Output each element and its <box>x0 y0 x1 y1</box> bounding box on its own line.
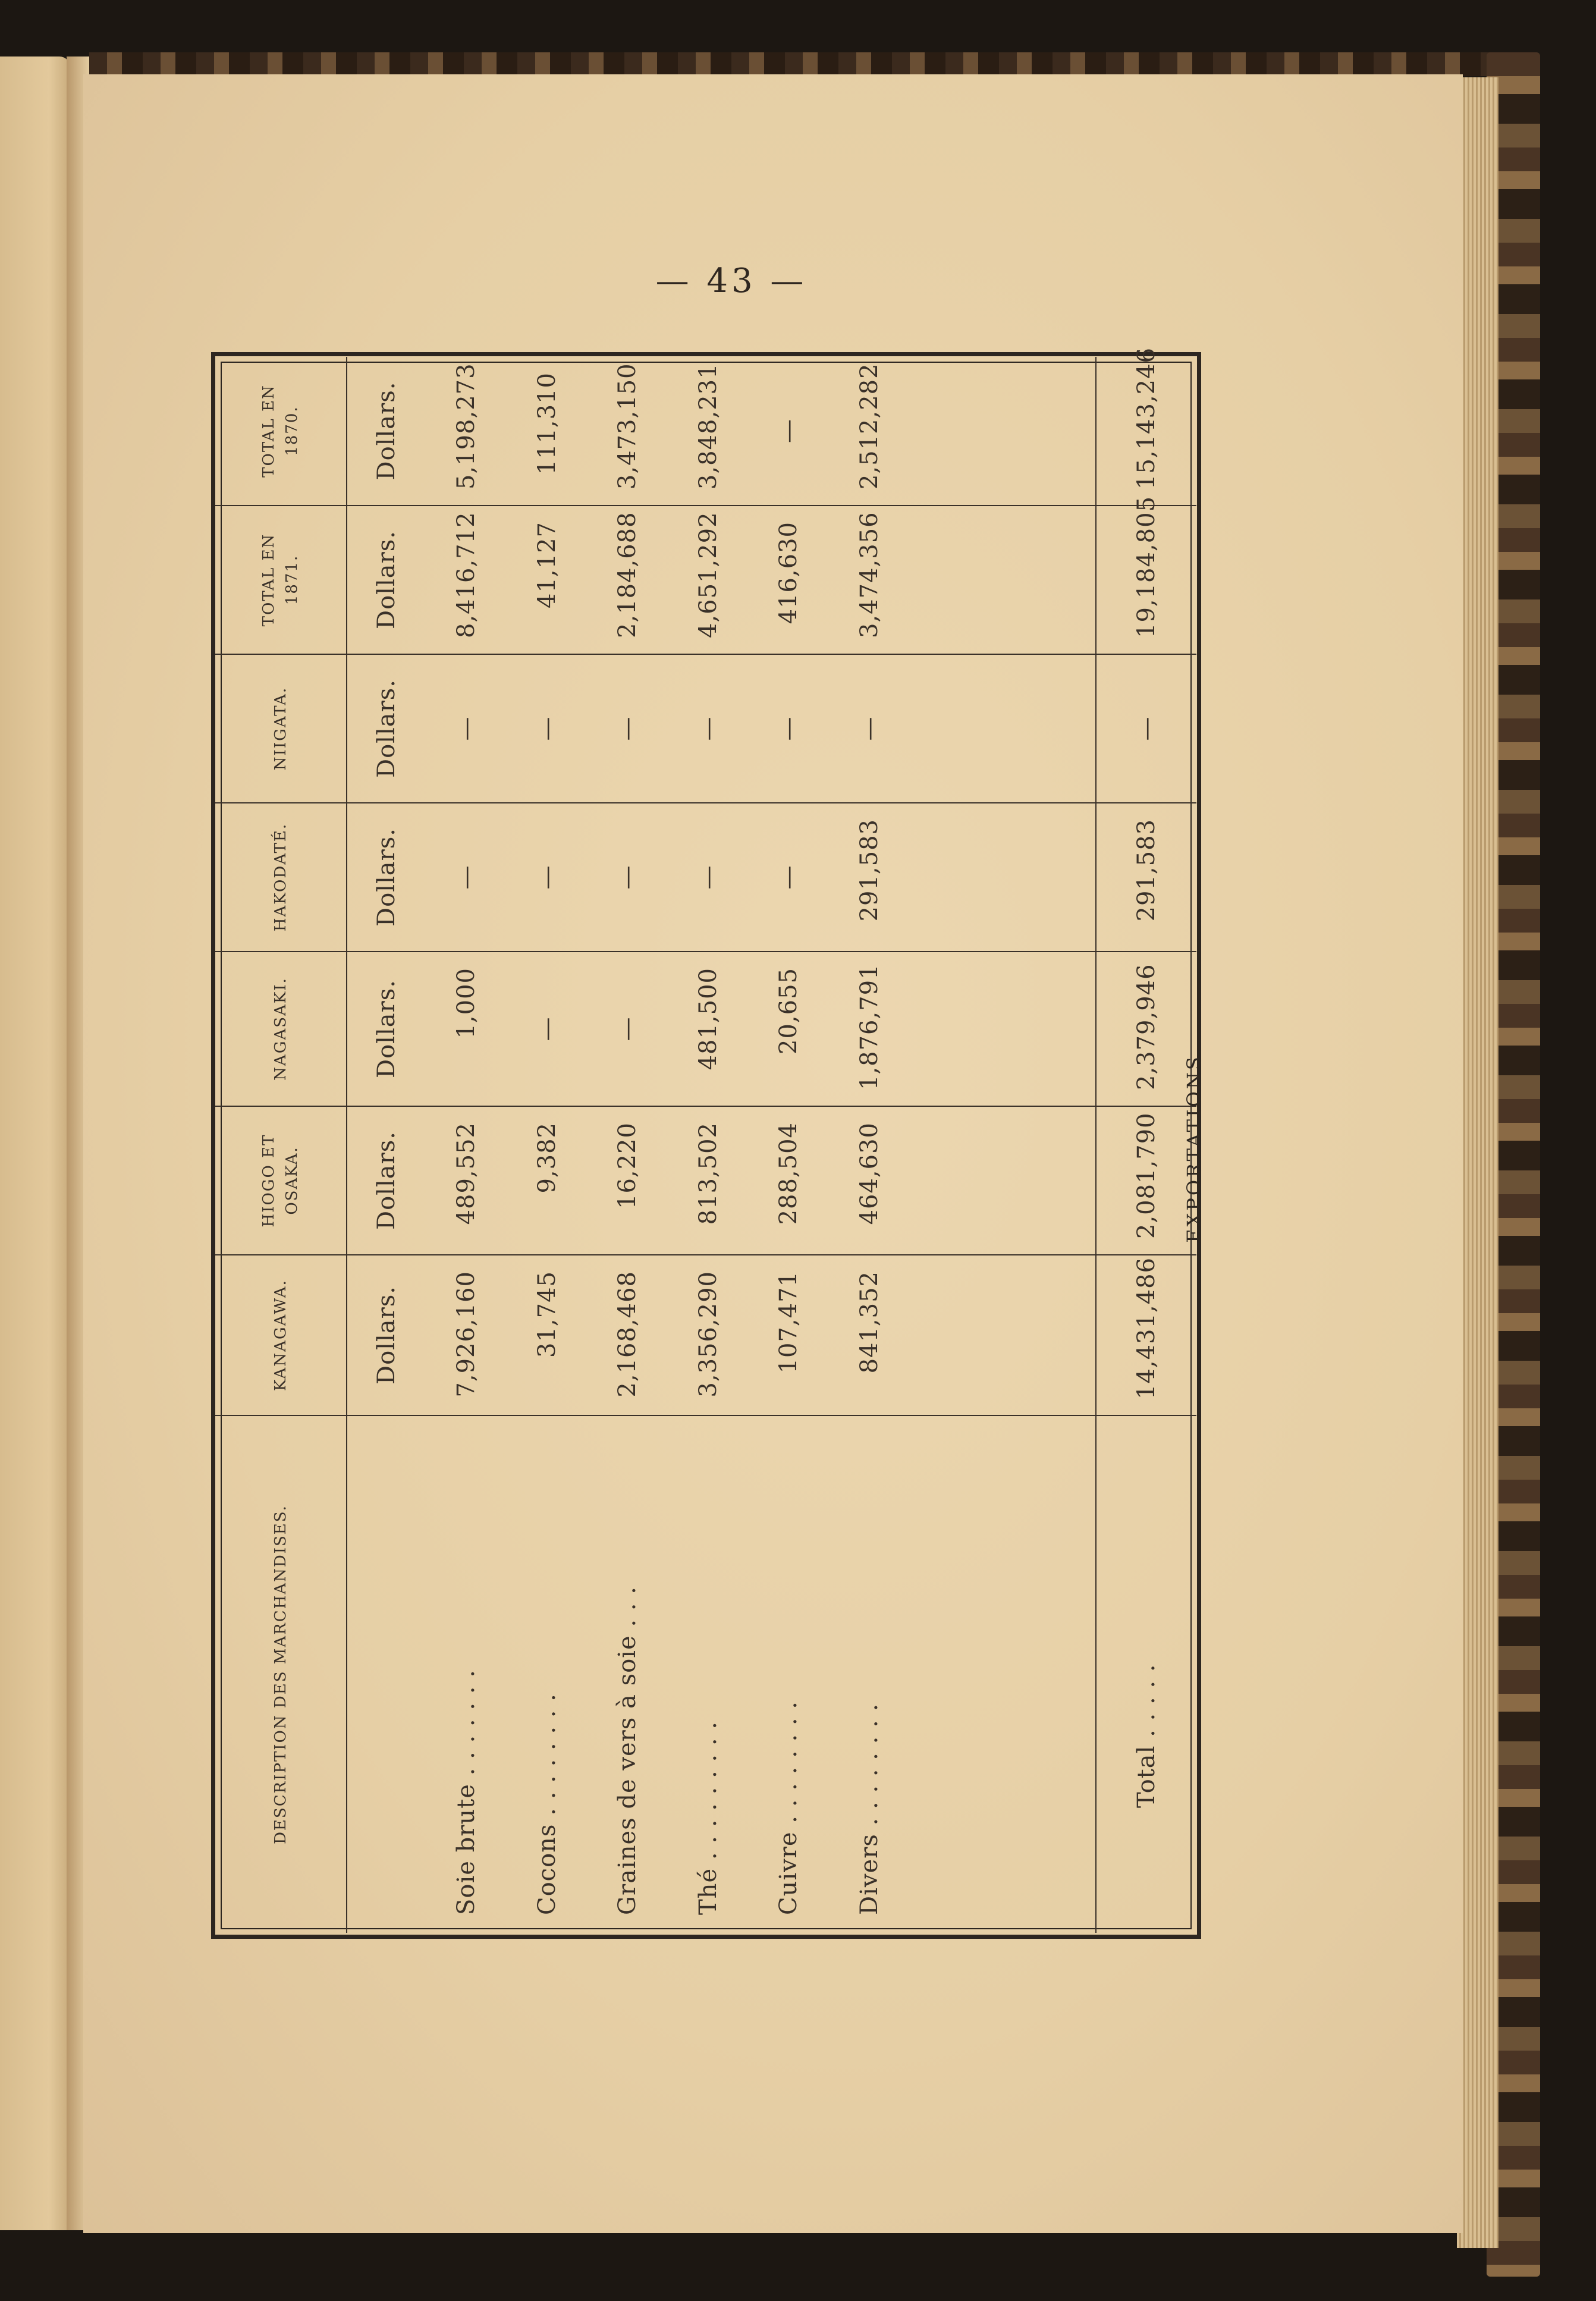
spacer-cell <box>910 1415 1096 1933</box>
cell: 813,502 <box>668 1106 749 1255</box>
cell: — <box>587 654 668 803</box>
unit-cell: Dollars. <box>347 1255 426 1415</box>
spacer-cell <box>910 1255 1096 1415</box>
row-label: Cocons . . . . . . . . <box>533 1693 561 1915</box>
cell: 2,512,282 <box>829 357 910 506</box>
cell: 3,474,356 <box>829 506 910 654</box>
row-label: Graines de vers à soie . . . <box>614 1586 642 1915</box>
cell: 5,198,273 <box>426 357 507 506</box>
cell: 2,184,688 <box>587 506 668 654</box>
spacer-row <box>910 357 1096 1933</box>
total-cell: 2,379,946 <box>1096 952 1196 1106</box>
cell: 16,220 <box>587 1106 668 1255</box>
cell: 3,356,290 <box>668 1255 749 1415</box>
cell: 107,471 <box>748 1255 829 1415</box>
cell: 7,926,160 <box>426 1255 507 1415</box>
spacer-cell <box>910 803 1096 952</box>
unit-cell: Dollars. <box>347 654 426 803</box>
total-label: Total . . . . . <box>1132 1663 1160 1808</box>
cell: 41,127 <box>507 506 587 654</box>
total-row <box>1096 357 1196 1933</box>
cell: 1,876,791 <box>829 952 910 1106</box>
spacer-cell <box>910 1106 1096 1255</box>
cell: 111,310 <box>507 357 587 506</box>
cell: — <box>507 952 587 1106</box>
units-row <box>347 357 426 1933</box>
cell: 9,382 <box>507 1106 587 1255</box>
total-cell: 14,431,486 <box>1096 1255 1196 1415</box>
cell: 464,630 <box>829 1106 910 1255</box>
cell: — <box>748 357 829 506</box>
cell: 3,473,150 <box>587 357 668 506</box>
unit-cell <box>347 1415 426 1933</box>
book-cover-top-edge <box>89 52 1528 76</box>
cell: 4,651,292 <box>668 506 749 654</box>
cell: — <box>426 654 507 803</box>
total-cell: 2,081,790 <box>1096 1106 1196 1255</box>
header-row <box>215 357 347 1933</box>
cell: 416,630 <box>748 506 829 654</box>
table-row <box>507 357 587 1933</box>
cell: — <box>668 654 749 803</box>
cell: 489,552 <box>426 1106 507 1255</box>
row-label: Thé . . . . . . . . . <box>694 1721 722 1915</box>
cell: 1,000 <box>426 952 507 1106</box>
total-cell: — <box>1096 654 1196 803</box>
spacer-cell <box>910 357 1096 506</box>
cell: 2,168,468 <box>587 1255 668 1415</box>
column-header: NAGASAKI. <box>215 952 347 1106</box>
row-label: Divers . . . . . . . . <box>855 1703 883 1915</box>
column-header: NIIGATA. <box>215 654 347 803</box>
cell: — <box>426 803 507 952</box>
table-row <box>668 357 749 1933</box>
column-header: TOTAL EN 1871. <box>215 506 347 654</box>
column-header: HIOGO ET OSAKA. <box>215 1106 347 1255</box>
unit-cell: Dollars. <box>347 952 426 1106</box>
cell: 288,504 <box>748 1106 829 1255</box>
table-row <box>587 357 668 1933</box>
cell: 31,745 <box>507 1255 587 1415</box>
cell: — <box>587 803 668 952</box>
row-label: Cuivre . . . . . . . . <box>775 1701 803 1915</box>
cell: 20,655 <box>748 952 829 1106</box>
left-page <box>0 56 70 2230</box>
spacer-cell <box>910 952 1096 1106</box>
cell: — <box>748 654 829 803</box>
cell: — <box>748 803 829 952</box>
cell: 8,416,712 <box>426 506 507 654</box>
cell: — <box>507 654 587 803</box>
cell: 291,583 <box>829 803 910 952</box>
column-header: KANAGAWA. <box>215 1255 347 1415</box>
page-number: — 43 — <box>655 262 808 300</box>
cell: — <box>587 952 668 1106</box>
spacer-cell <box>910 654 1096 803</box>
column-header: HAKODATÉ. <box>215 803 347 952</box>
total-cell: 19,184,805 <box>1096 506 1196 654</box>
table-row <box>748 357 829 1933</box>
cell: 841,352 <box>829 1255 910 1415</box>
cell: 3,848,231 <box>668 357 749 506</box>
cell: — <box>829 654 910 803</box>
row-label: Soie brute . . . . . . . <box>452 1669 480 1915</box>
unit-cell: Dollars. <box>347 803 426 952</box>
table-row <box>829 357 910 1933</box>
spacer-cell <box>910 506 1096 654</box>
table-row <box>426 357 507 1933</box>
total-cell: 15,143,246 <box>1096 357 1196 506</box>
cell: — <box>507 803 587 952</box>
section-title: EXPORTATIONS. <box>1183 1047 1205 1243</box>
unit-cell: Dollars. <box>347 506 426 654</box>
cell: 481,500 <box>668 952 749 1106</box>
unit-cell: Dollars. <box>347 1106 426 1255</box>
total-cell: 291,583 <box>1096 803 1196 952</box>
unit-cell: Dollars. <box>347 357 426 506</box>
exportations-table-rotated <box>215 347 1205 1933</box>
column-header: TOTAL EN 1870. <box>215 357 347 506</box>
page-edges <box>1457 77 1498 2248</box>
column-header: DESCRIPTION DES MARCHANDISES. <box>215 1415 347 1933</box>
exportations-table <box>215 347 1196 1933</box>
cell: — <box>668 803 749 952</box>
